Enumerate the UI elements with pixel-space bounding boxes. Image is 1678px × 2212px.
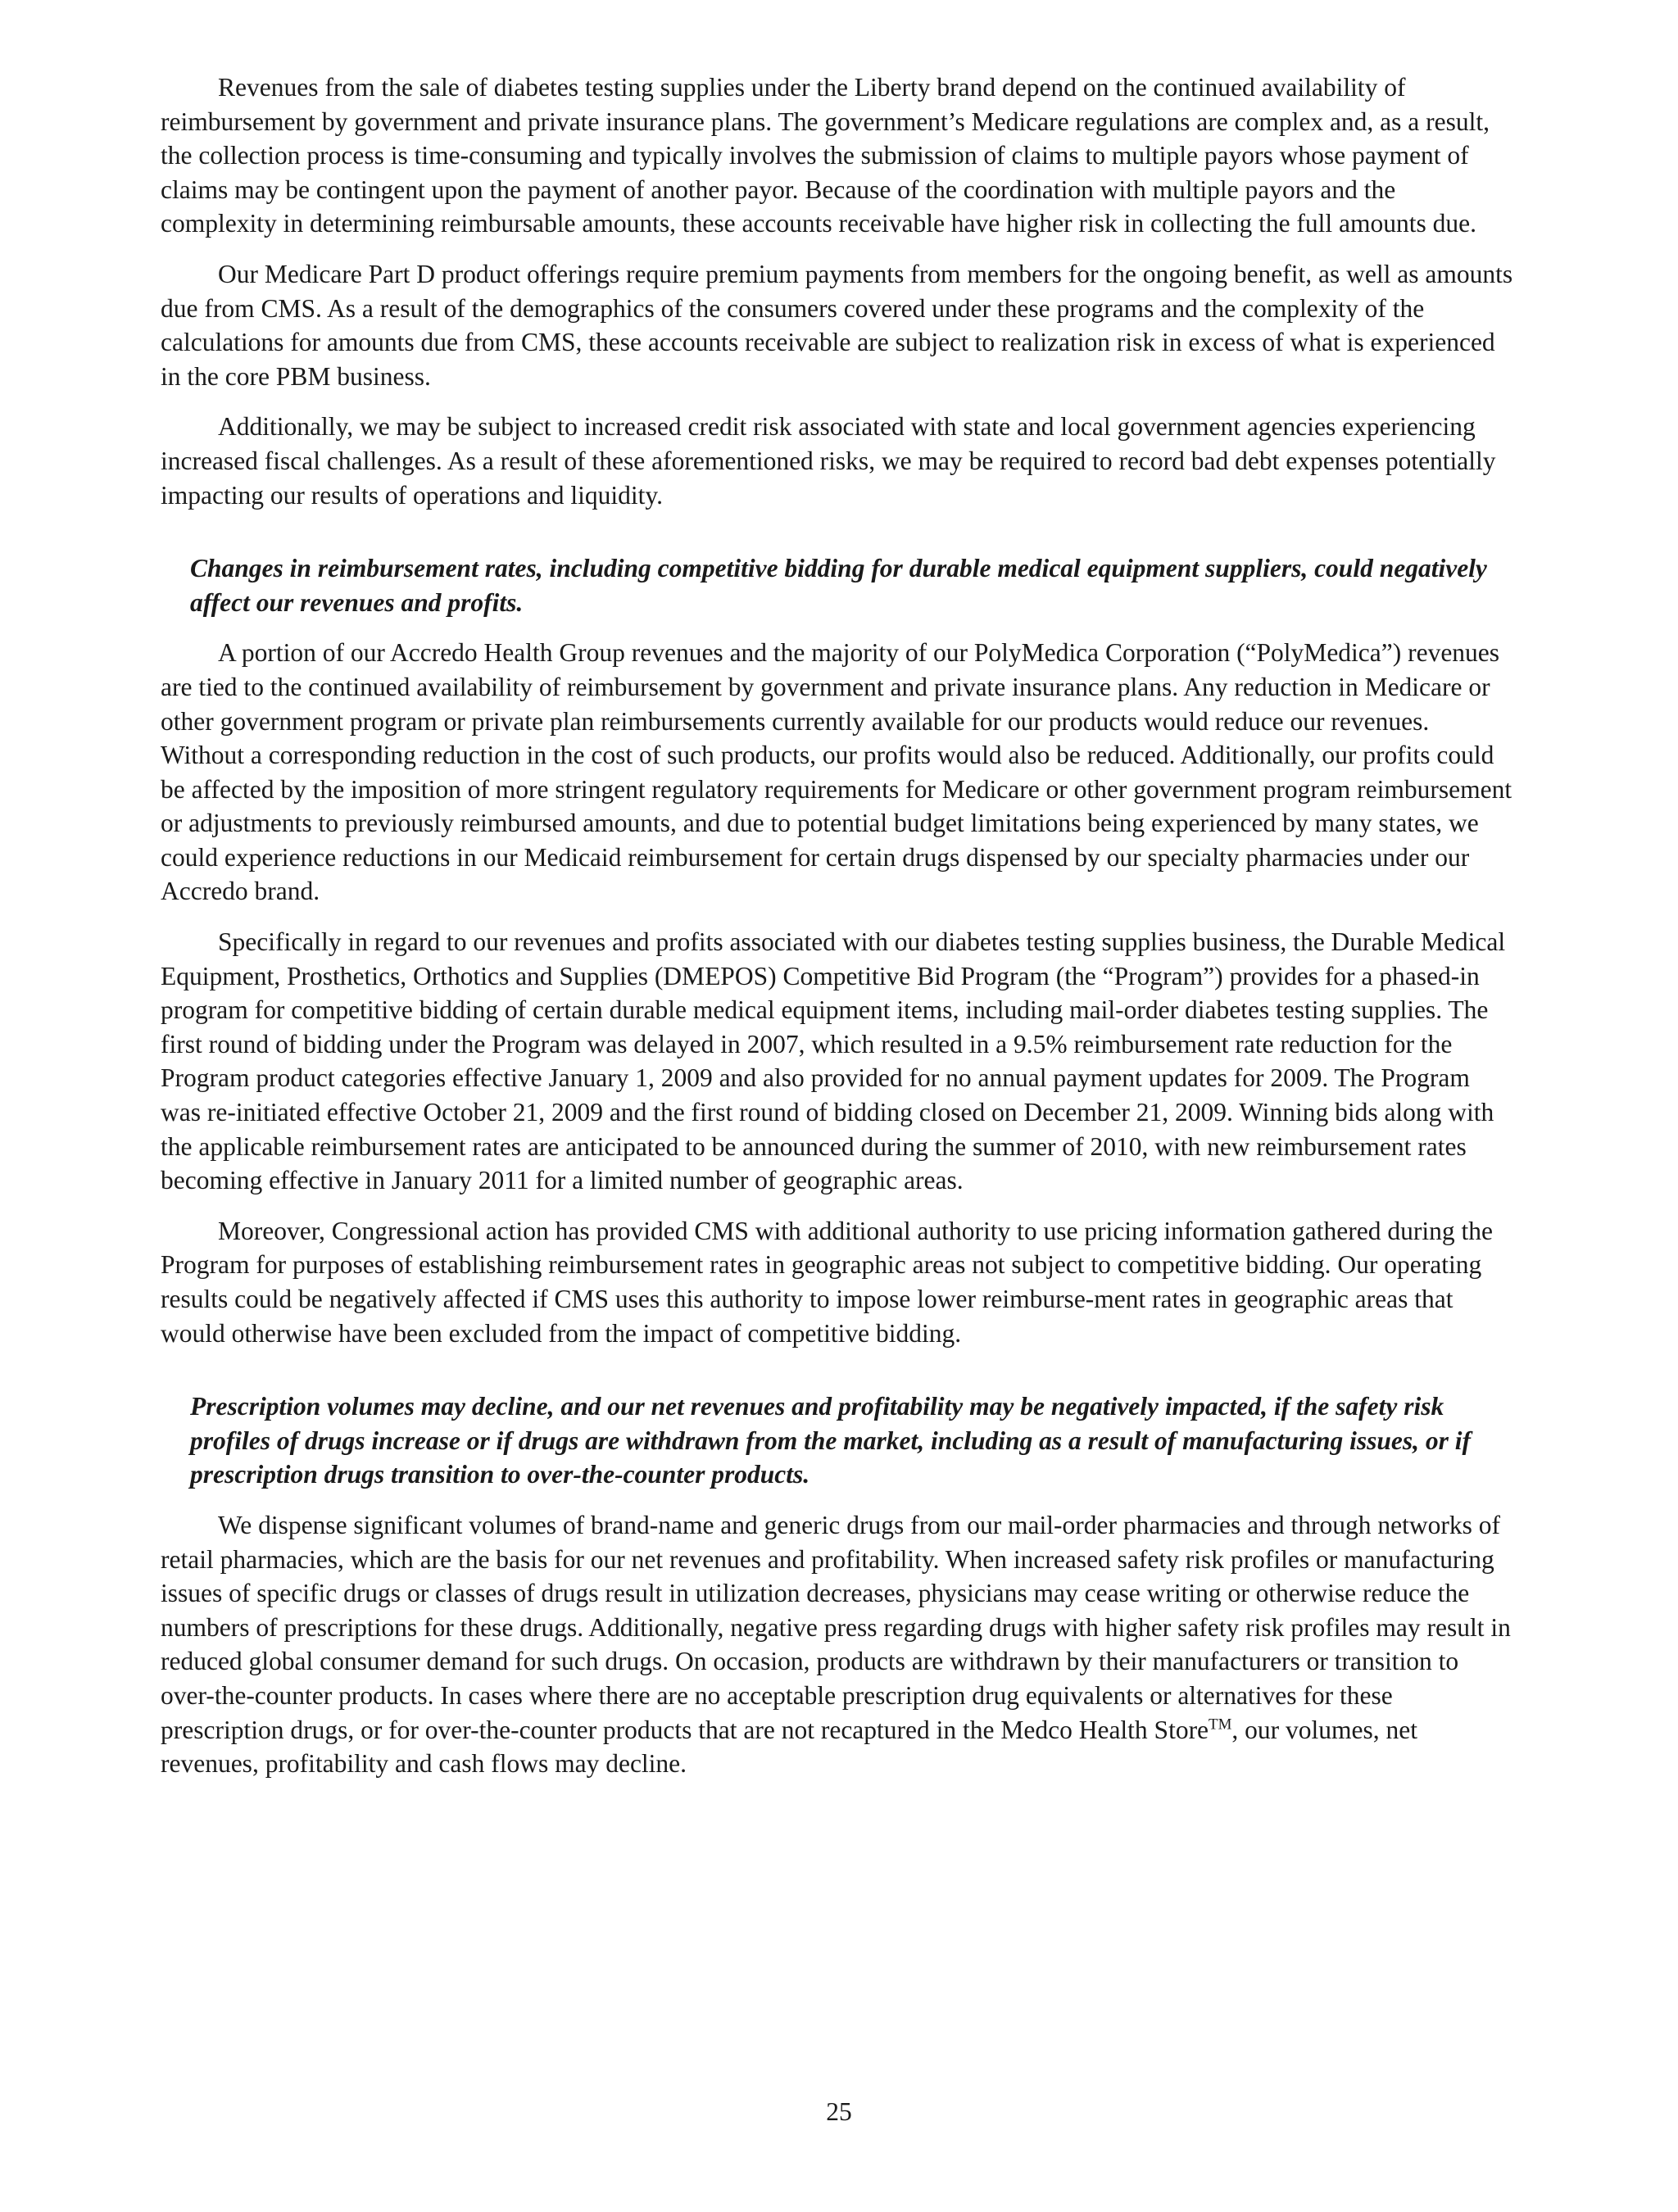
body-paragraph <box>161 1508 1516 1781</box>
body-paragraph: Specifically in regard to our revenues and profits associated with our diabetes testing supplies business, the Durable Medical Equipment, Prosthetics, Orthotics and Supplies (DMEPOS) Competitive Bid Program (the “Program”) provides for a phased-in program for competitive bidding of certain durable medical equipment items, including mail-order diabetes testing supplies. The first round of bidding under the Program was delayed in 2007, which resulted in a 9.5% reimbursement rate reduction for the Program product categories effective January 1, 2009 and also provided for no annual payment updates for 2009. The Program was re-initiated effective October 21, 2009 and the first round of bidding closed on December 21, 2009. Winning bids along with the applicable reimbursement rates are anticipated to be announced during the summer of 2010, with new reimbursement rates becoming effective in January 2011 for a limited number of geographic areas. <box>161 927 1506 1195</box>
paragraph-text: , our volumes, net revenues, profitability and cash flows may decline. <box>161 1715 1417 1779</box>
trademark-symbol: TM <box>1209 1716 1232 1734</box>
body-paragraph: Additionally, we may be subject to increased credit risk associated with state and local government agencies experiencing increased fiscal challenges. As a result of these aforementioned risks, we may be required to record bad debt expenses potentially impacting our results of operations and liquidity. <box>161 412 1496 510</box>
body-paragraph: A portion of our Accredo Health Group revenues and the majority of our PolyMedica Corporation (“PolyMedica”) revenues are tied to the continued availability of reimbursement by government and private insurance plans. Any reduction in Medicare or other government program or private plan reimbursements currently available for our products would reduce our revenues. Without a corresponding reduction in the cost of such products, our profits would also be reduced. Additionally, our profits could be affected by the imposition of more stringent regulatory requirements for Medicare or other government program reimbursement or adjustments to previously reimbursed amounts, and due to potential budget limitations being experienced by many states, we could experience reductions in our Medicaid reimbursement for certain drugs dispensed by our specialty pharmacies under our Accredo brand. <box>161 638 1512 906</box>
section-heading: Prescription volumes may decline, and our net revenues and profitability may be negatively impacted, if the safety risk profiles of drugs increase or if drugs are withdrawn from the market, including as a result of manufacturing issues, or if prescription drugs transition to over-the-counter products. <box>190 1392 1471 1489</box>
document-body <box>161 70 1516 1797</box>
body-paragraph: Moreover, Congressional action has provided CMS with additional authority to use pricing information gathered during the Program for purposes of establishing reimbursement rates in geographic areas not subject to competitive bidding. Our operating results could be negatively affected if CMS uses this authority to impose lower reimburse-ment rates in geographic areas that would otherwise have been excluded from the impact of competitive bidding. <box>161 1216 1493 1348</box>
paragraph-text: We dispense significant volumes of brand-name and generic drugs from our mail-order pharmacies and through networks of retail pharmacies, which are the basis for our net revenues and profitability. When increased safety risk profiles or manufacturing issues of specific drugs or classes of drugs result in utilization decreases, physicians may cease writing or otherwise reduce the numbers of prescriptions for these drugs. Additionally, negative press regarding drugs with higher safety risk profiles may result in reduced global consumer demand for such drugs. On occasion, products are withdrawn by their manufacturers or transition to over-the-counter products. In cases where there are no acceptable prescription drug equivalents or alternatives for these prescription drugs, or for over-the-counter products that are not recaptured in the Medco Health Store <box>161 1510 1511 1744</box>
body-paragraph: Our Medicare Part D product offerings require premium payments from members for the ongoing benefit, as well as amounts due from CMS. As a result of the demographics of the consumers covered under these programs and the complexity of the calculations for amounts due from CMS, these accounts receivable are subject to realization risk in excess of what is experienced in the core PBM business. <box>161 259 1513 391</box>
page-number: 25 <box>826 2097 852 2126</box>
section-heading: Changes in reimbursement rates, including competitive bidding for durable medical equipment suppliers, could negatively affect our revenues and profits. <box>190 554 1487 617</box>
body-paragraph: Revenues from the sale of diabetes testing supplies under the Liberty brand depend on the continued availability of reimbursement by government and private insurance plans. The government’s Medicare regulations are complex and, as a result, the collection process is time-consuming and typically involves the submission of claims to multiple payors whose payment of claims may be contingent upon the payment of another payor. Because of the coordination with multiple payors and the complexity in determining reimbursable amounts, these accounts receivable have higher risk in collecting the full amounts due. <box>161 73 1490 238</box>
